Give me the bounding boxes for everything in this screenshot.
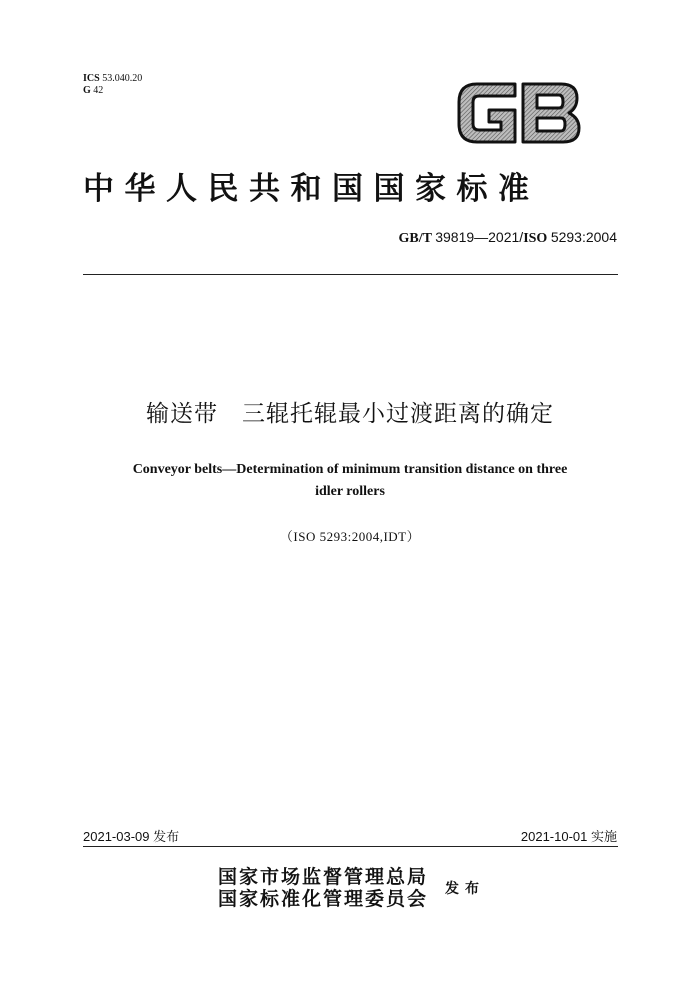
ccs-label: G — [83, 85, 91, 96]
issued-label: 发布 — [445, 881, 485, 897]
publication-date: 2021-03-09 发布 — [83, 829, 180, 844]
iso-prefix: ISO — [523, 231, 548, 246]
standard-number — [399, 229, 617, 247]
classification-block — [83, 73, 142, 97]
bottom-divider — [83, 846, 618, 847]
issuer-sac: 国家标准化管理委员会 — [218, 888, 429, 910]
standard-number-body: 39819—2021/ — [435, 229, 524, 245]
ics-line — [83, 73, 142, 85]
ccs-code: 42 — [93, 85, 104, 96]
iso-number: 5293:2004 — [550, 229, 617, 245]
implementation-date: 2021-10-01 实施 — [520, 829, 617, 844]
ccs-line — [83, 85, 142, 97]
issuer-samr: 国家市场监督管理总局 — [218, 866, 429, 888]
gb-logo-icon — [455, 80, 583, 146]
english-title-line-1: Conveyor belts—Determination of minimum transition distance on three — [132, 462, 568, 477]
iso-reference: （ISO 5293:2004,IDT） — [279, 529, 421, 544]
ics-code: 53.040.20 — [102, 73, 143, 84]
standard-number-prefix: GB/T — [398, 231, 432, 246]
issuing-authorities — [218, 866, 428, 910]
top-divider — [83, 274, 618, 275]
english-title-line-2: idler rollers — [315, 484, 385, 499]
ics-label: ICS — [83, 73, 100, 84]
english-title — [100, 459, 600, 503]
chinese-title: 输送带 三辊托辊最小过渡距离的确定 — [146, 401, 554, 427]
standard-title: 中华人民共和国国家标准 — [83, 171, 540, 207]
